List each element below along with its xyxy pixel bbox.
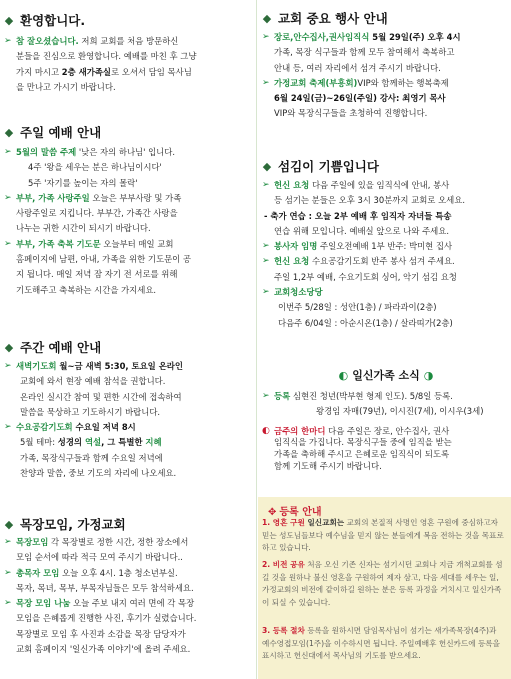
- arrow-icon: ➢: [4, 192, 12, 203]
- registration-notice-box: [258, 497, 511, 679]
- diamond-icon: ◆: [4, 340, 14, 354]
- arrow-icon: ➢: [262, 256, 270, 267]
- events-item-festival: ➢ 가정교회 축제(부흥회)VIP와 함께하는 행복축제 6월 24일(금)~26일(주일) 강사: 최영기 목사 VIP와 목장식구들을 초청하여 진행합니다.: [262, 77, 449, 119]
- circle-half-icon: ◐: [338, 368, 349, 382]
- events-section: [262, 10, 510, 122]
- mokjang-item-sharing: ➢ 목장 모임 나눔 오늘 주보 내지 여러 면에 각 목장 모임을 은혜롭게 진행한 사진, 후기가 실렸습니다. 목장별로 모임 후 사진과 소감을 목장 담당자가 교회 홈페이지 '일신가족 이야기'에 올려 주세요.: [4, 598, 197, 655]
- mokjang-item-leaders: ➢ 총목자 모임 오늘 오후 4시. 1층 청소년부실. 목자, 목녀, 목부, 부목자님들은 모두 참석하세요.: [4, 567, 194, 593]
- notice-paragraph-2: 2. 비전 공유 처음 오신 기존 신자는 섬기시던 교회나 지금 개척교회를 섬길 것을 원하나 불신 영혼을 구원하여 제자 삼고, 다음 세대를 세우는 일, 가정교회의 비전에 같이하길 원하는 분은 등록 과정을 거치시고 일신가족이 되실 수 있습니다.: [262, 560, 503, 607]
- arrow-icon: ➢: [4, 147, 12, 157]
- welcome-heading: ◆ 환영합니다.: [4, 13, 86, 28]
- weekday-item-dawn: ➢ 새벽기도회 월~금 새벽 5:30, 토요일 온라인 교회에 와서 현장 예배 참석을 권합니다. 온라인 실시간 참여 및 편한 시간에 접속하여 말씀을 묵상하고 기도하시기 바랍니다.: [4, 361, 183, 417]
- sparkle-icon: ✥: [268, 507, 277, 518]
- arrow-icon: ➢: [262, 180, 270, 190]
- serve-item-cleaning: ➢ 교회청소당당 이번주 5/28일 : 성안(1층) / 파라과이(2층) 다음주 6/04일 : 아순시온(1층) / 살라띠가(2층): [262, 287, 453, 328]
- sunday-item-theme: ➢ 5월의 말씀 주제 '낮은 자의 하나님' 입니다. 4주 '왕을 세우는 분은 하나님이시다' 5주 '자기를 높이는 자의 몰락': [4, 147, 176, 188]
- sunday-item-family-love: ➢ 부부, 가족 사랑주일 오늘은 부부사랑 및 가족 사랑주일로 지킵니다. 부부간, 가족간 사랑을 나누는 귀한 시간이 되시기 바랍니다.: [4, 192, 182, 234]
- serve-item-dedication: ➢ 헌신 요청 다음 주일에 있을 임직식에 안내, 봉사 등 섬기는 분들은 오후 3시 30분까지 교회로 오세요. - 축가 연습 : 오늘 2부 예배 후 임직자 자녀들 특송 연습 위해 모입니다. 예배실 앞으로 나와 주세요.: [262, 180, 465, 236]
- mokjang-item-meeting: ➢ 목장모임 각 목장별로 정한 시간, 정한 장소에서 모임 순서에 따라 적극 모여 주시기 바랍니다..: [4, 537, 189, 563]
- notice-paragraph-3: 3. 등록 절차 등록을 원하시면 담임목사님이 섬기는 새가족목장(4주)과 예수영접모임(1주)을 이수하시면 됩니다. 주일예배후 헌신카드에 등록을 표시하고 헌신대에서 목사님의 기도를 받으세요.: [262, 626, 500, 661]
- diamond-icon: ◆: [262, 11, 272, 25]
- arrow-icon: ➢: [262, 287, 270, 298]
- diamond-icon: ◆: [4, 517, 14, 531]
- diamond-icon: ◆: [262, 159, 272, 173]
- welcome-text: ➢ 참 잘오셨습니다. 저희 교회를 처음 방문하신 분들을 진심으로 환영합니다. 예배를 마친 후 그냥 가지 마시고 2층 새가족실로 오셔서 담임 목사님 을 만나고 가시기 바랍니다.: [4, 36, 197, 92]
- serve-item-appointment: ➢ 봉사자 임명 주일오전예배 1부 반주: 박미현 집사: [262, 239, 510, 254]
- arrow-icon: ➢: [262, 391, 270, 401]
- arrow-icon: ➢: [4, 598, 12, 609]
- serve-section: [262, 158, 510, 331]
- welcome-section: [4, 12, 254, 95]
- sunday-item-prayer: ➢ 부부, 가족 축복 기도문 오늘부터 매일 교회 홈페이지에 남편, 아내, 가족을 위한 기도문이 공 지 됩니다. 매일 저녁 잠 자기 전 서로를 위해 기도해주고 축복하는 시간을 가지세요.: [4, 238, 192, 295]
- diamond-icon: ◆: [4, 13, 14, 27]
- sunday-heading: ◆ 주일 예배 안내: [4, 125, 102, 140]
- column-divider: [256, 0, 257, 679]
- arrow-icon: ➢: [4, 422, 12, 433]
- sunday-worship-section: [4, 124, 254, 298]
- arrow-icon: ➢: [262, 32, 270, 42]
- serve-heading: ◆ 섬김이 기쁨입니다: [262, 159, 379, 174]
- family-item-registration: ➢ 등록 심현진 청년(박부현 형제 인도). 5/8일 등록. 왕경임 자매(79년), 이시진(7세), 이시우(3세): [262, 391, 484, 417]
- circle-half-icon: ◐: [262, 425, 270, 436]
- diamond-icon: ◆: [4, 125, 14, 139]
- serve-item-request: ➢ 헌신 요청 수요공감기도회 반주 봉사 섬겨 주세요. 주일 1,2부 예배, 수요기도회 싱어, 악기 섬김 요청: [262, 256, 457, 282]
- notice-heading: ✥ 등록 안내: [268, 507, 322, 518]
- arrow-icon: ➢: [262, 77, 270, 88]
- mokjang-section: [4, 516, 254, 657]
- notice-paragraph-1: 1. 영혼 구원 일신교회는 교회의 본질적 사명인 영혼 구원에 중심하고자 믿는 성도님들보다 예수님을 믿지 않는 분들에게 복음 전하는 것을 목표로 하고 있습니다.: [262, 518, 504, 553]
- family-heading: ◐ 일신가족 소식 ◑: [338, 368, 434, 382]
- weekday-worship-section: [4, 339, 254, 481]
- weekday-item-wednesday: ➢ 수요공감기도회 수요일 저녁 8시 5월 테마: 성경의 역설, 그 특별한 지혜 가족, 목장식구들과 함께 수요일 저녁에 찬양과 말씀, 중보 기도의 자리에 나오세요.: [4, 422, 177, 479]
- arrow-icon: ➢: [4, 238, 12, 249]
- family-news-section: [262, 367, 510, 473]
- events-heading: ◆ 교회 중요 행사 안내: [262, 11, 388, 26]
- arrow-icon: ➢: [4, 36, 12, 46]
- weekday-heading: ◆ 주간 예배 안내: [4, 340, 102, 355]
- events-item-ordination: ➢ 장로,안수집사,권사임직식 5월 29일(주) 오후 4시 가족, 목장 식구들과 함께 모두 참여해서 축복하고 안내 등, 여러 자리에서 섬겨 주시기 바랍니다.: [262, 32, 461, 73]
- circle-half-icon: ◑: [423, 368, 434, 382]
- arrow-icon: ➢: [4, 361, 12, 371]
- arrow-icon: ➢: [4, 567, 12, 578]
- arrow-icon: ➢: [262, 241, 270, 252]
- arrow-icon: ➢: [4, 537, 12, 547]
- mokjang-heading: ◆ 목장모임, 가정교회: [4, 517, 126, 532]
- family-item-word: ◐ 금주의 한마디 다음 주일은 장로, 안수집사, 권사 임직식을 가집니다. 목장식구들 중에 임직을 받는 가족을 축하해 주시고 은혜로운 임직식이 되도록 함께 기도해 주시기 바랍니다.: [262, 425, 452, 471]
